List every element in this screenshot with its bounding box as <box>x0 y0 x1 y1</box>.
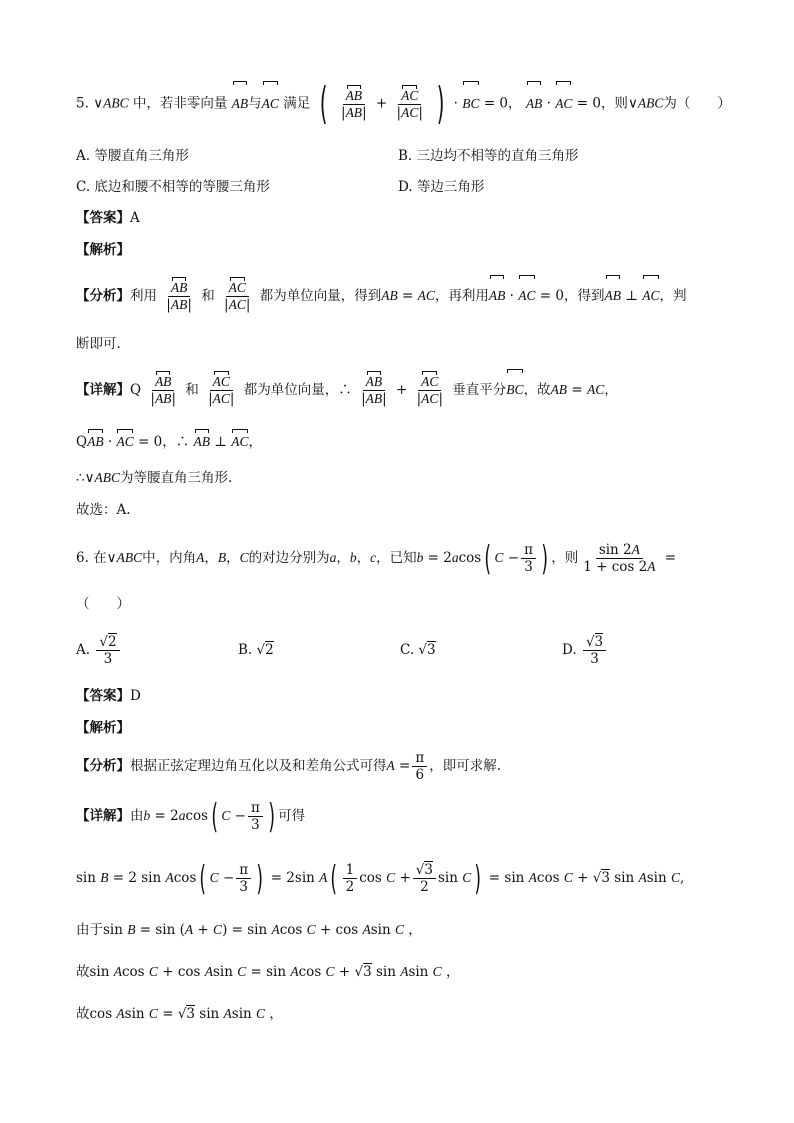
q6-fenxi: 【分析】根据正弦定理边角互化以及和差角公式可得A = $\frac{\pi}{6}$ ，即可求解. <box>76 750 502 783</box>
q6-xiangjie-1: 【详解】由b = 2acos( C − $\frac{\pi}{3}$ ) 可得 <box>76 796 306 837</box>
q6-eq-3: 故sin Acos C + cos Asin C = sin Acos C + √3 sin Asin C ， <box>76 964 460 980</box>
q6-option-b: B. √2 <box>238 642 274 658</box>
q5-option-d: D. 等边三角形 <box>398 179 485 195</box>
q6-eq-4: 故cos Asin C = √3 sin Asin C ， <box>76 1006 283 1022</box>
q5-analysis-label: 【解析】 <box>76 242 130 258</box>
q6-stem: 6. 在∨ABC中，内角A，B，C的对边分别为a，b，c，已知b = 2acos( C − $\frac{\pi}{3}$ ) ，则 $\frac{\sin 2A}{1 + \cos 2A}$ = <box>76 538 677 579</box>
q5-option-b: B. 三边均不相等的直角三角形 <box>398 148 579 164</box>
q5-xiangjie-2: QAB · AC = 0，∴ AB ⊥ AC， <box>76 434 263 450</box>
q5-xiangjie-1: 【详解】Q $\frac{AB}{|AB|}$ 和 $\frac{AC}{|AC|}$ 都为单位向量，∴ $\frac{AB}{|AB|}$ + $\frac{AC}{|AC|}$ 垂直平分BC，故AB = AC， <box>76 374 618 407</box>
q6-option-a: A. $\frac{√2}{3}$ <box>76 630 122 670</box>
q5-fenxi-cont: 断即可. <box>76 336 121 352</box>
q5-answer: 【答案】A <box>76 210 140 226</box>
q5-guxuan: 故选：A. <box>76 502 131 518</box>
q6-paren: （ ） <box>76 596 130 612</box>
q6-option-c: C. √3 <box>400 642 436 658</box>
q6-eq-2: 由于sin B = sin (A + C) = sin Acos C + cos Asin C ， <box>76 922 422 938</box>
q5-fenxi: 【分析】利用 $\frac{AB}{|AB|}$ 和 $\frac{AC}{|AC|}$ 都为单位向量，得到AB = AC，再利用AB · AC = 0，得到AB ⊥ AC，判 <box>76 280 687 313</box>
q5-xiangjie-3: ∴∨ABC为等腰直角三角形. <box>76 470 233 486</box>
q6-eq-1: sin B = 2 sin Acos( C − $\frac{\pi}{3}$ ) = 2sin A( $\frac{1}{2}$ cos C + $\frac{√3}{2}$ sin C) = sin Acos C + √3 sin Asin C, <box>76 858 685 899</box>
q6-answer: 【答案】D <box>76 688 141 704</box>
q6-analysis-label: 【解析】 <box>76 720 130 736</box>
q5-stem: 5. ∨ABC 中，若非零向量 AB与AC 满足 ( $\frac{AB}{|AB|}$ + $\frac{AC}{|AC|}$ ) · BC = 0， AB · AC = 0，则∨ABC为（ ） <box>76 78 731 129</box>
q6-option-d: D. $\frac{√3}{3}$ <box>562 630 608 670</box>
q5-option-a: A. 等腰直角三角形 <box>76 148 189 164</box>
q5-option-c: C. 底边和腰不相等的等腰三角形 <box>76 179 270 195</box>
